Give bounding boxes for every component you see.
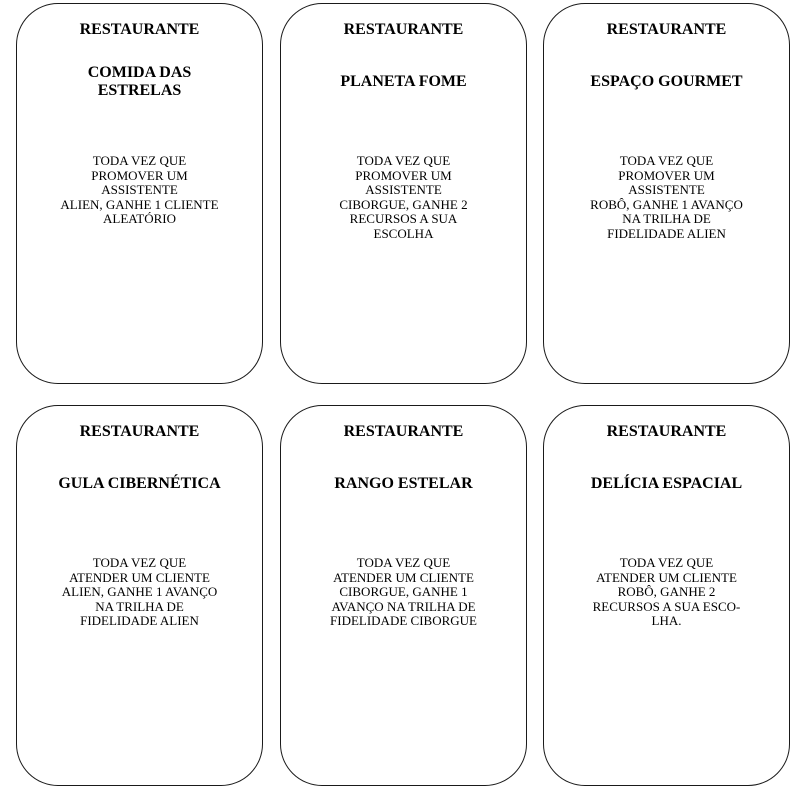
card-name: PLANETA FOME bbox=[340, 73, 467, 90]
card-comida-das-estrelas bbox=[16, 3, 263, 384]
card-name: COMIDA DAS ESTRELAS bbox=[87, 64, 192, 99]
card-rango-estelar bbox=[280, 405, 527, 786]
card-type-label: RESTAURANTE bbox=[79, 21, 200, 38]
card-type-label: RESTAURANTE bbox=[606, 423, 727, 440]
card-espaco-gourmet bbox=[543, 3, 790, 384]
card-effect-text: TODA VEZ QUE PROMOVER UM ASSISTENTE ALIEN, GANHE 1 CLIENTE ALEATÓRIO bbox=[60, 153, 219, 226]
card-effect-text: TODA VEZ QUE PROMOVER UM ASSISTENTE CIBORGUE, GANHE 2 RECURSOS A SUA ESCOLHA bbox=[339, 153, 468, 241]
card-name: DELÍCIA ESPACIAL bbox=[590, 475, 743, 492]
card-name: RANGO ESTELAR bbox=[334, 475, 473, 492]
card-name: ESPAÇO GOURMET bbox=[590, 73, 743, 90]
card-delicia-espacial bbox=[543, 405, 790, 786]
card-type-label: RESTAURANTE bbox=[606, 21, 727, 38]
card-name: GULA CIBERNÉTICA bbox=[58, 475, 221, 492]
card-effect-text: TODA VEZ QUE ATENDER UM CLIENTE ALIEN, GANHE 1 AVANÇO NA TRILHA DE FIDELIDADE ALIEN bbox=[61, 555, 218, 628]
card-planeta-fome bbox=[280, 3, 527, 384]
card-gula-cibernetica bbox=[16, 405, 263, 786]
card-type-label: RESTAURANTE bbox=[343, 21, 464, 38]
card-effect-text: TODA VEZ QUE ATENDER UM CLIENTE CIBORGUE, GANHE 1 AVANÇO NA TRILHA DE FIDELIDADE CIBORGUE bbox=[330, 555, 477, 628]
card-effect-text: TODA VEZ QUE ATENDER UM CLIENTE ROBÔ, GANHE 2 RECURSOS A SUA ESCO- LHA. bbox=[592, 555, 741, 628]
card-effect-text: TODA VEZ QUE PROMOVER UM ASSISTENTE ROBÔ, GANHE 1 AVANÇO NA TRILHA DE FIDELIDADE ALIEN bbox=[590, 153, 743, 241]
card-type-label: RESTAURANTE bbox=[79, 423, 200, 440]
card-type-label: RESTAURANTE bbox=[343, 423, 464, 440]
